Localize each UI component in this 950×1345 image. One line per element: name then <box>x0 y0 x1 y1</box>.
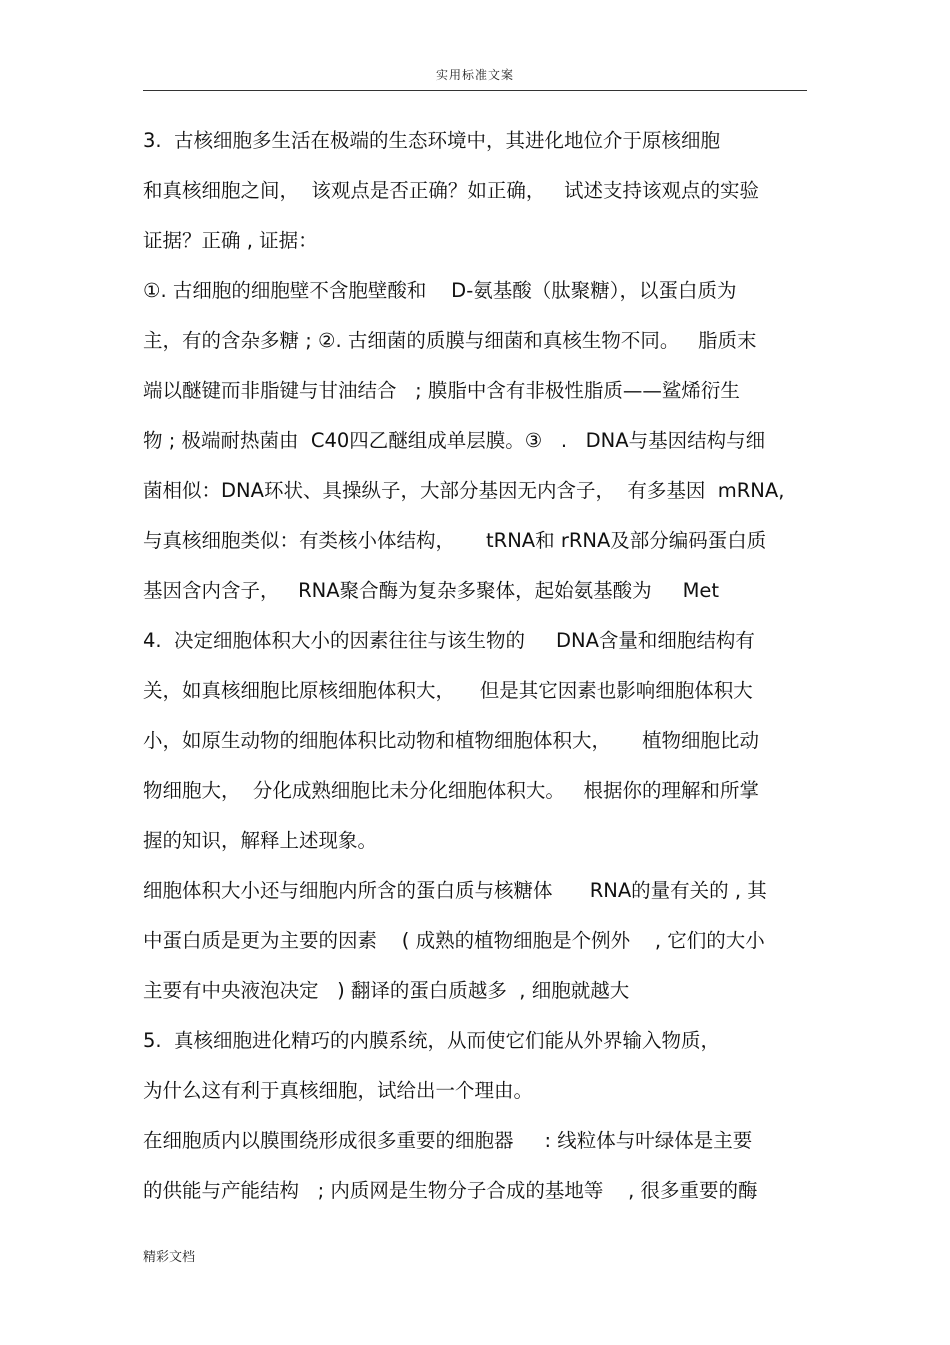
page-footer: 精彩文档 <box>143 1250 196 1265</box>
document-body <box>143 122 823 1222</box>
text-line: 握的知识，解释上述现象。 <box>143 829 378 852</box>
text-line: 物细胞大， 分化成熟细胞比未分化细胞体积大。 根据你的理解和所掌 <box>143 779 759 802</box>
header-rule <box>143 90 807 91</box>
text-line: 细胞体积大小还与细胞内所含的蛋白质与核糖体 RNA的量有关的 , 其 <box>143 879 767 902</box>
text-line: 关，如真核细胞比原核细胞体积大， 但是其它因素也影响细胞体积大 <box>143 679 753 702</box>
text-line: 主，有的含杂多糖 ; ②. 古细菌的质膜与细菌和真核生物不同。 脂质末 <box>143 329 757 352</box>
text-line: 4. 决定细胞体积大小的因素往往与该生物的 DNA含量和细胞结构有 <box>143 629 755 652</box>
text-line: 与真核细胞类似：有类核小体结构， tRNA和 rRNA及部分编码蛋白质 <box>143 529 767 552</box>
text-line: 为什么这有利于真核细胞，试给出一个理由。 <box>143 1079 534 1102</box>
text-line: 基因含内含子， RNA聚合酶为复杂多聚体，起始氨基酸为 Met <box>143 579 720 602</box>
text-line: 3. 古核细胞多生活在极端的生态环境中，其进化地位介于原核细胞 <box>143 129 721 152</box>
text-line: 中蛋白质是更为主要的因素 ( 成熟的植物细胞是个例外 , 它们的大小 <box>143 929 765 952</box>
text-line: 端以醚键而非脂键与甘油结合 ; 膜脂中含有非极性脂质——鲨烯衍生 <box>143 379 740 402</box>
text-line: 小，如原生动物的细胞体积比动物和植物细胞体积大， 植物细胞比动 <box>143 729 759 752</box>
text-line: 物 ; 极端耐热菌由 C40四乙醚组成单层膜。③ . DNA与基因结构与细 <box>143 429 766 452</box>
page-header: 实用标准文案 <box>435 68 514 82</box>
text-line: 证据？正确 , 证据： <box>143 229 318 252</box>
text-line: 在细胞质内以膜围绕形成很多重要的细胞器 : 线粒体与叶绿体是主要 <box>143 1129 753 1152</box>
text-line: 和真核细胞之间， 该观点是否正确？如正确， 试述支持该观点的实验 <box>143 179 759 202</box>
text-line: 菌相似：DNA环状、具操纵子，大部分基因无内含子， 有多基因 mRNA, <box>143 479 785 502</box>
text-line: 主要有中央液泡决定 ) 翻译的蛋白质越多 , 细胞就越大 <box>143 979 630 1002</box>
text-line: 5. 真核细胞进化精巧的内膜系统，从而使它们能从外界输入物质， <box>143 1029 721 1052</box>
text-line: 的供能与产能结构 ; 内质网是生物分子合成的基地等 , 很多重要的酶 <box>143 1179 758 1202</box>
text-line: ①. 古细胞的细胞壁不含胞壁酸和 D-氨基酸（肽聚糖），以蛋白质为 <box>143 279 737 302</box>
